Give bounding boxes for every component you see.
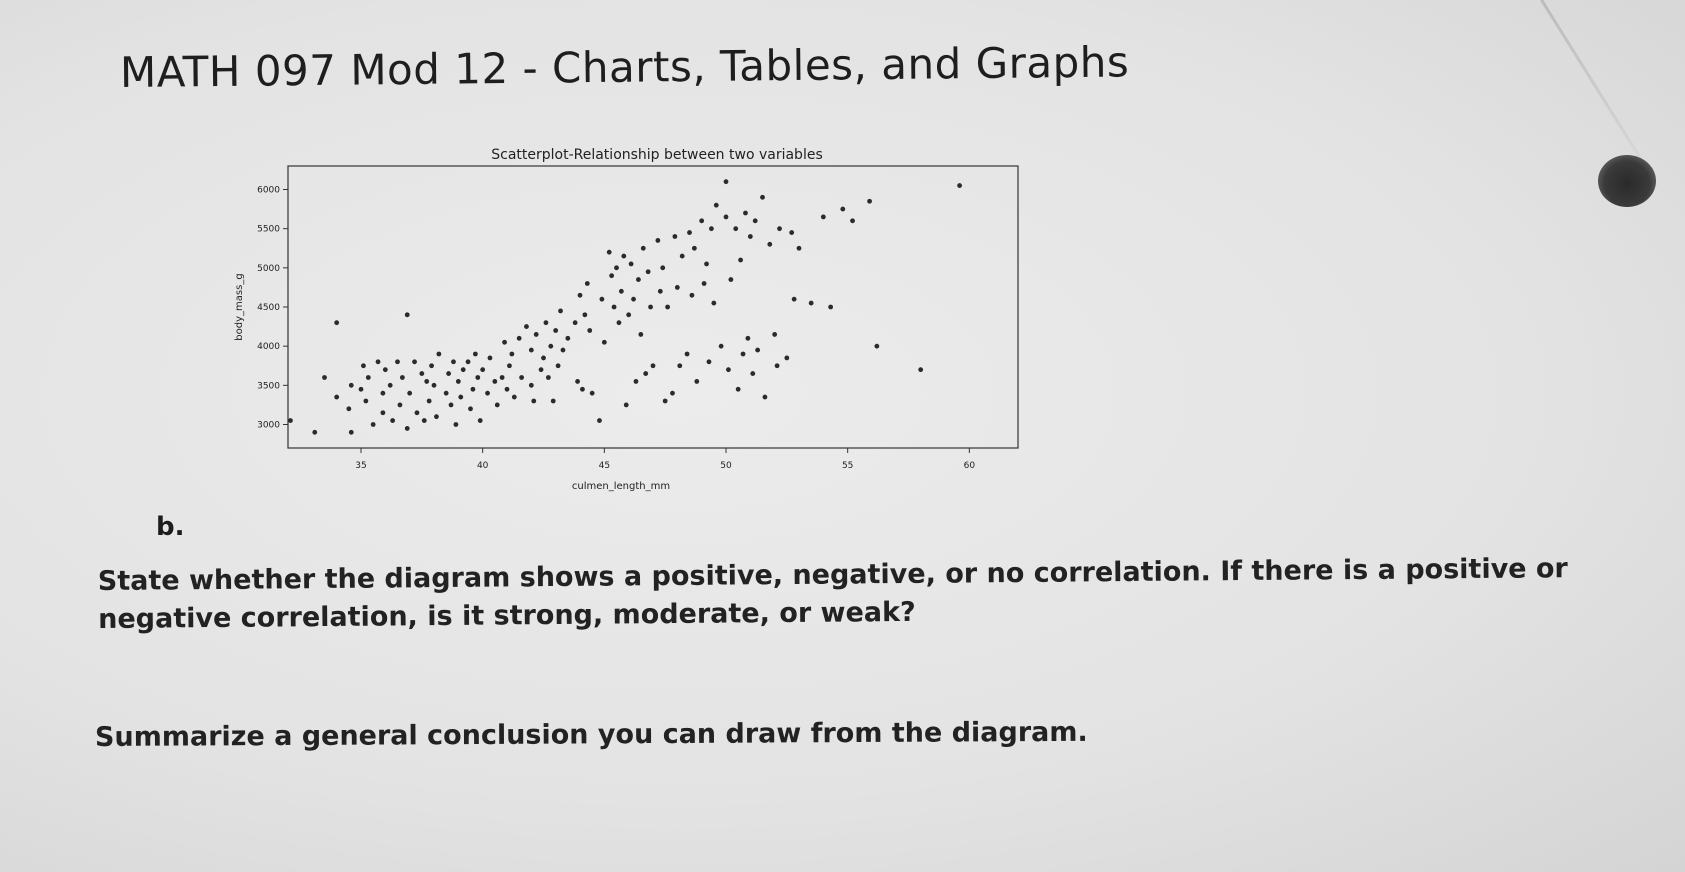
data-point — [371, 422, 376, 427]
data-point — [874, 344, 879, 349]
data-point — [784, 356, 789, 361]
data-point — [677, 363, 682, 368]
data-point — [395, 359, 400, 364]
data-point — [475, 375, 480, 380]
data-point — [429, 363, 434, 368]
data-point — [322, 375, 327, 380]
data-point — [792, 297, 797, 302]
data-point — [641, 246, 646, 251]
data-point — [699, 218, 704, 223]
data-point — [763, 395, 768, 400]
data-point — [675, 285, 680, 290]
data-point — [578, 293, 583, 298]
data-point — [419, 371, 424, 376]
data-point — [707, 359, 712, 364]
data-point — [524, 324, 529, 329]
data-point — [777, 226, 782, 231]
data-point — [646, 269, 651, 274]
data-point — [750, 371, 755, 376]
y-tick-label: 4500 — [257, 303, 280, 313]
instruction-text: Summarize a general conclusion you can draw from the diagram. — [94, 716, 1088, 753]
chart-title: Scatterplot-Relationship between two variables — [491, 147, 823, 163]
data-point — [590, 391, 595, 396]
data-point — [714, 203, 719, 208]
y-tick-label: 6000 — [257, 185, 280, 196]
x-axis — [355, 448, 975, 471]
plot-frame — [288, 166, 1018, 448]
data-point — [473, 352, 478, 357]
data-point — [736, 387, 741, 392]
data-point — [544, 320, 549, 325]
data-point — [349, 430, 354, 435]
data-point — [334, 320, 339, 325]
data-point — [546, 375, 551, 380]
data-point — [702, 281, 707, 286]
y-tick-label: 5500 — [257, 224, 280, 235]
data-point — [529, 348, 534, 353]
data-point — [658, 289, 663, 294]
data-point — [617, 320, 622, 325]
data-point — [687, 230, 692, 235]
y-axis-label: body_mass_g — [234, 273, 245, 341]
data-point — [312, 430, 317, 435]
data-point — [690, 293, 695, 298]
x-tick-label: 60 — [963, 461, 976, 471]
data-point — [643, 371, 648, 376]
data-point — [492, 379, 497, 384]
data-point — [748, 234, 753, 239]
x-tick-label: 55 — [841, 461, 854, 471]
data-point — [728, 277, 733, 282]
data-point — [685, 352, 690, 357]
data-point — [363, 399, 368, 404]
data-point — [361, 363, 366, 368]
data-point — [726, 367, 731, 372]
data-point — [580, 387, 585, 392]
data-point — [840, 207, 845, 212]
data-point — [553, 328, 558, 333]
data-point — [458, 395, 463, 400]
data-point — [466, 359, 471, 364]
data-point — [624, 403, 629, 408]
data-point — [694, 379, 699, 384]
data-point — [582, 312, 587, 317]
data-point — [638, 332, 643, 337]
data-point — [400, 375, 405, 380]
data-point — [753, 218, 758, 223]
data-point — [534, 332, 539, 337]
data-point — [850, 218, 855, 223]
data-point — [918, 367, 923, 372]
data-point — [767, 242, 772, 247]
data-point — [621, 254, 626, 259]
data-point — [561, 348, 566, 353]
data-point — [405, 426, 410, 431]
data-point — [288, 418, 293, 423]
x-tick-label: 50 — [720, 461, 732, 471]
data-point — [415, 410, 420, 415]
data-point — [456, 379, 461, 384]
data-point — [432, 383, 437, 388]
data-point — [529, 383, 534, 388]
data-point — [575, 379, 580, 384]
data-point — [609, 273, 614, 278]
data-point — [480, 367, 485, 372]
data-point — [346, 406, 351, 411]
data-point — [821, 215, 826, 220]
data-point — [651, 363, 656, 368]
data-point — [619, 289, 624, 294]
x-axis-label: culmen_length_mm — [571, 481, 671, 492]
data-point — [334, 395, 339, 400]
data-point — [509, 352, 514, 357]
data-point — [719, 344, 724, 349]
data-point — [724, 179, 729, 184]
scatterplot-chart — [236, 146, 1086, 536]
data-point — [636, 277, 641, 282]
data-point — [398, 403, 403, 408]
x-tick-label: 40 — [476, 461, 489, 471]
data-point — [427, 399, 432, 404]
data-point — [957, 183, 962, 188]
data-point — [471, 387, 476, 392]
data-point — [381, 391, 386, 396]
y-tick-label: 3500 — [257, 381, 280, 392]
data-point — [541, 356, 546, 361]
x-tick-label: 45 — [598, 461, 611, 471]
data-point — [565, 336, 570, 341]
data-point — [733, 226, 738, 231]
data-point — [738, 258, 743, 263]
data-point — [349, 383, 354, 388]
data-point — [755, 348, 760, 353]
data-point — [867, 199, 872, 204]
data-point — [634, 379, 639, 384]
data-point — [743, 211, 748, 216]
data-point — [449, 403, 454, 408]
y-axis — [257, 186, 288, 431]
data-point — [602, 340, 607, 345]
data-point — [709, 226, 714, 231]
data-point — [648, 305, 653, 310]
data-point — [789, 230, 794, 235]
data-point — [607, 250, 612, 255]
data-point — [488, 356, 493, 361]
data-point — [407, 391, 412, 396]
data-point — [366, 375, 371, 380]
data-point — [519, 375, 524, 380]
data-point — [517, 336, 522, 341]
page-title: MATH 097 Mod 12 - Charts, Tables, and Graphs — [119, 37, 1130, 97]
data-point — [507, 363, 512, 368]
data-point — [711, 301, 716, 306]
data-point — [660, 265, 665, 270]
data-point — [673, 234, 678, 239]
data-point — [434, 414, 439, 419]
data-point — [612, 305, 617, 310]
data-point — [614, 265, 619, 270]
y-tick-label: 4000 — [257, 342, 280, 353]
x-tick-label: 35 — [355, 461, 367, 471]
y-tick-label: 5000 — [257, 263, 280, 274]
data-point — [670, 391, 675, 396]
item-label: b. — [156, 512, 185, 542]
scatter-points — [288, 179, 962, 434]
data-point — [376, 359, 381, 364]
data-point — [600, 297, 605, 302]
data-point — [704, 262, 709, 267]
data-point — [626, 312, 631, 317]
data-point — [502, 340, 507, 345]
data-point — [412, 359, 417, 364]
data-point — [383, 367, 388, 372]
data-point — [446, 371, 451, 376]
punch-hole — [1598, 155, 1656, 207]
data-point — [746, 336, 751, 341]
data-point — [495, 403, 500, 408]
data-point — [809, 301, 814, 306]
data-point — [631, 297, 636, 302]
data-point — [663, 399, 668, 404]
data-point — [775, 363, 780, 368]
data-point — [692, 246, 697, 251]
data-point — [655, 238, 660, 243]
data-point — [422, 418, 427, 423]
data-point — [724, 215, 729, 220]
data-point — [531, 399, 536, 404]
data-point — [828, 305, 833, 310]
data-point — [772, 332, 777, 337]
data-point — [797, 246, 802, 251]
data-point — [500, 375, 505, 380]
data-point — [597, 418, 602, 423]
data-point — [760, 195, 765, 200]
data-point — [485, 391, 490, 396]
data-point — [558, 309, 563, 314]
data-point — [556, 363, 561, 368]
data-point — [388, 383, 393, 388]
data-point — [478, 418, 483, 423]
data-point — [505, 387, 510, 392]
data-point — [424, 379, 429, 384]
chart-svg — [236, 146, 1086, 536]
data-point — [359, 387, 364, 392]
data-point — [451, 359, 456, 364]
data-point — [381, 410, 386, 415]
data-point — [629, 262, 634, 267]
data-point — [405, 312, 410, 317]
data-point — [512, 395, 517, 400]
data-point — [454, 422, 459, 427]
data-point — [436, 352, 441, 357]
data-point — [551, 399, 556, 404]
data-point — [573, 320, 578, 325]
data-point — [444, 391, 449, 396]
data-point — [587, 328, 592, 333]
data-point — [680, 254, 685, 259]
data-point — [548, 344, 553, 349]
data-point — [665, 305, 670, 310]
data-point — [468, 406, 473, 411]
data-point — [741, 352, 746, 357]
y-tick-label: 3000 — [257, 420, 280, 431]
data-point — [539, 367, 544, 372]
question-text: State whether the diagram shows a positive, negative, or no correlation. If there is a positive or negative correlation, is it strong, moderate, or weak? — [97, 553, 1568, 635]
data-point — [585, 281, 590, 286]
data-point — [390, 418, 395, 423]
data-point — [461, 367, 466, 372]
